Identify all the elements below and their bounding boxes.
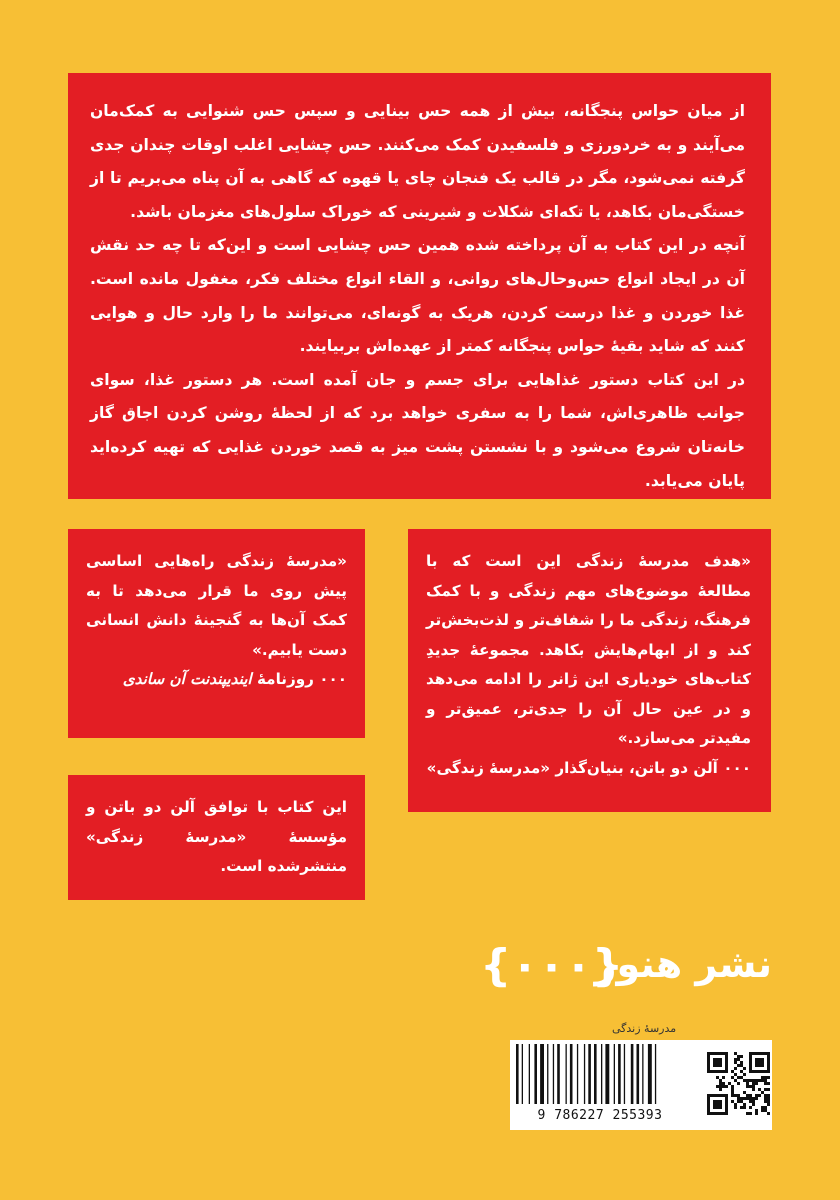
founder-quote-text: «هدف مدرسهٔ زندگی این است که با مطالعهٔ موضوع‌های مهم زندگی و با کمک فرهنگ، زندگی ما را شفاف‌تر و لذت‌بخش‌تر کند و از ابهام‌هایش بکاهد. مجموعهٔ جدیدِ کتاب‌های خودیاری این ژانر را ادامه می‌دهد و در عین حال آن را جدی‌تر، عمیق‌تر و مفیدتر می‌سازد.» [426, 552, 751, 747]
newspaper-quote-text: «مدرسهٔ زندگی راه‌هایی اساسی پیش روی ما قرار می‌دهد تا به کمک آن‌ها به گنجینهٔ دانش انسانی دست یابیم.» [86, 552, 347, 659]
description-paragraph-2: آنچه در این کتاب به آن پرداخته شده همین حس چشایی است و این‌که تا چه حد نقش آن در ایجاد انواع حس‌وحال‌های روانی، و القاء انواع مختلف فکر، مغفول مانده است. غذا خوردن و غذا درست کردن، هریک به گونه‌ای، می‌توانند ما را وارد حال و هوایی کنند که شاید بقیهٔ حواس پنجگانه کمتر از عهده‌اش بربیایند. [90, 236, 745, 356]
description-paragraph-1: از میان حواس پنجگانه، بیش از همه حس بینایی و سپس حس شنوایی به کمک‌مان می‌آیند و به خردورزی و فلسفیدن کمک می‌کنند. حس چشایی اغلب اوقات چندان جدی گرفته نمی‌شود، مگر در قالب یک فنجان چای یا قهوه که گاهی به آن پناه می‌بریم تا از خستگی‌مان بکاهد، یا تکه‌ای شکلات و شیرینی که خوراک سلول‌های مغزمان باشد. [90, 102, 745, 221]
barcode-number: 9 786227 255393 [537, 1108, 663, 1123]
description-paragraph-3: در این کتاب دستور غذاهایی برای جسم و جان آمده است. هر دستور غذا، سوای جوانب ظاهری‌اش، شما را به سفری خواهد برد که از لحظهٔ روشن کردن اجاق گاز خانه‌تان شروع می‌شود و با نشستن پشت میز به قصد خوردن غذایی که تهیه کرده‌اید پایان می‌یابد. [90, 370, 745, 490]
newspaper-quote-attribution [86, 665, 347, 695]
founder-quote-box [408, 529, 771, 812]
publisher-logo [480, 940, 772, 1010]
copyright-note-box [68, 775, 365, 900]
qr-code-icon [706, 1040, 772, 1130]
founder-quote-attribution: ۰۰۰ آلن دو باتن، بنیان‌گذار «مدرسهٔ زندگی» [426, 758, 751, 777]
barcode-panel [510, 1040, 772, 1130]
publisher-mark: {۰۰۰} [480, 940, 624, 991]
newspaper-quote-box [68, 529, 365, 738]
copyright-note-text: این کتاب با توافق آلن دو باتن و مؤسسهٔ «مدرسهٔ زندگی» منتشرشده است. [86, 798, 347, 875]
newspaper-attribution-prefix: ۰۰۰ روزنامهٔ [256, 670, 347, 688]
series-label: مدرسهٔ زندگی [612, 1022, 677, 1035]
barcode-icon [510, 1040, 690, 1108]
publisher-name: نشر هنوز [594, 942, 772, 986]
newspaper-attribution-source: ایندیپندنت آن ساندی [122, 670, 252, 688]
description-box [68, 73, 771, 499]
